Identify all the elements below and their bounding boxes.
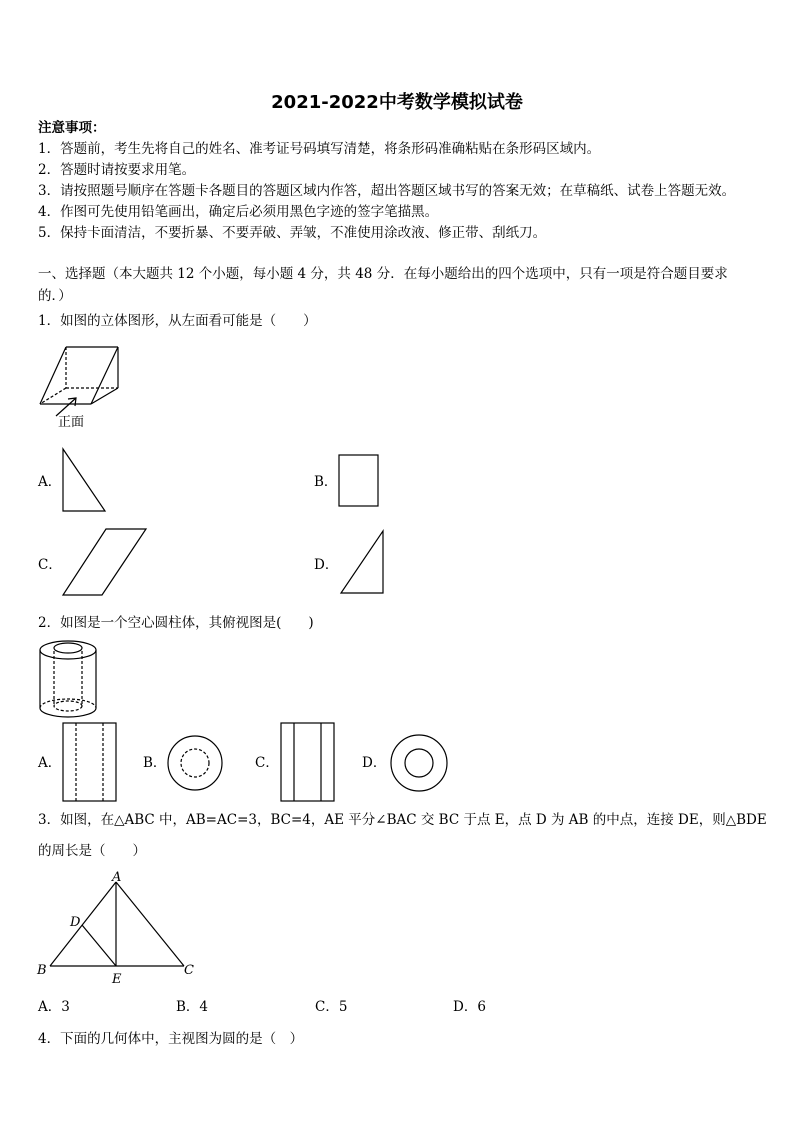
q1-prism-figure [38, 342, 128, 432]
notice-item: 5．保持卡面清洁，不要折暴、不要弄破、弄皱，不准使用涂改液、修正带、刮纸刀。 [38, 225, 547, 241]
section-heading-line1: 一、选择题（本大题共 12 个小题，每小题 4 分，共 48 分．在每小题给出的四个选项中，只有一项是符合题目要求 [38, 266, 728, 282]
q2-option-d-label: D． [362, 755, 387, 771]
notice-item: 2．答题时请按要求用笔。 [38, 162, 196, 178]
q2-option-a-label: A． [38, 755, 62, 771]
section-heading-line2: 的．） [38, 288, 72, 304]
q2-option-b-label: B． [143, 755, 167, 771]
point-d-label: D [70, 915, 81, 930]
q1-option-d-figure [340, 530, 386, 596]
question-3-stem-line1: 3．如图，在△ABC 中，AB=AC=3，BC=4，AE 平分∠BAC 交 BC 于点 E，点 D 为 AB 的中点，连接 DE，则△BDE [38, 812, 767, 828]
q3-option-b: B．4 [176, 999, 209, 1015]
q1-option-d-label: D． [314, 557, 339, 573]
notice-item: 4．作图可先使用铅笔画出，确定后必须用黑色字迹的签字笔描黑。 [38, 204, 439, 220]
q2-option-c-figure [280, 722, 336, 804]
page-title: 2021-2022中考数学模拟试卷 [271, 92, 523, 113]
q1-option-c-label: C． [38, 557, 62, 573]
q3-option-c: C．5 [315, 999, 348, 1015]
point-e-label: E [112, 972, 122, 987]
notice-item: 3．请按照题号顺序在答题卡各题目的答题区域内作答，超出答题区域书写的答案无效；在草稿纸、试卷上答题无效。 [38, 183, 736, 199]
notice-item: 1．答题前，考生先将自己的姓名、准考证号码填写清楚，将条形码准确粘贴在条形码区域内。 [38, 141, 601, 157]
q1-option-b-label: B． [314, 474, 338, 490]
question-3-stem-line2: 的周长是（ ） [38, 843, 146, 859]
notice-heading: 注意事项： [38, 120, 106, 136]
q3-option-a: A．3 [38, 999, 70, 1015]
q2-hollow-cylinder-figure [38, 638, 100, 722]
q3-option-d: D．6 [453, 999, 486, 1015]
q1-option-a-label: A． [38, 474, 62, 490]
front-label: 正面 [58, 415, 85, 430]
point-a-label: A [112, 870, 122, 885]
question-2-stem: 2．如图是一个空心圆柱体，其俯视图是( ) [38, 615, 314, 631]
q1-option-b-figure [338, 454, 380, 508]
q2-option-c-label: C． [255, 755, 279, 771]
q1-option-a-figure [62, 448, 108, 514]
question-1-stem: 1．如图的立体图形，从左面看可能是（ ） [38, 313, 317, 329]
question-4-stem: 4．下面的几何体中，主视图为圆的是（ ） [38, 1031, 304, 1047]
q2-option-b-figure [166, 734, 224, 792]
point-c-label: C [184, 963, 194, 978]
point-b-label: B [37, 963, 47, 978]
q2-option-a-figure [62, 722, 118, 804]
q2-option-d-figure [389, 733, 449, 793]
q3-triangle-figure [36, 868, 200, 988]
q1-option-c-figure [62, 528, 148, 598]
